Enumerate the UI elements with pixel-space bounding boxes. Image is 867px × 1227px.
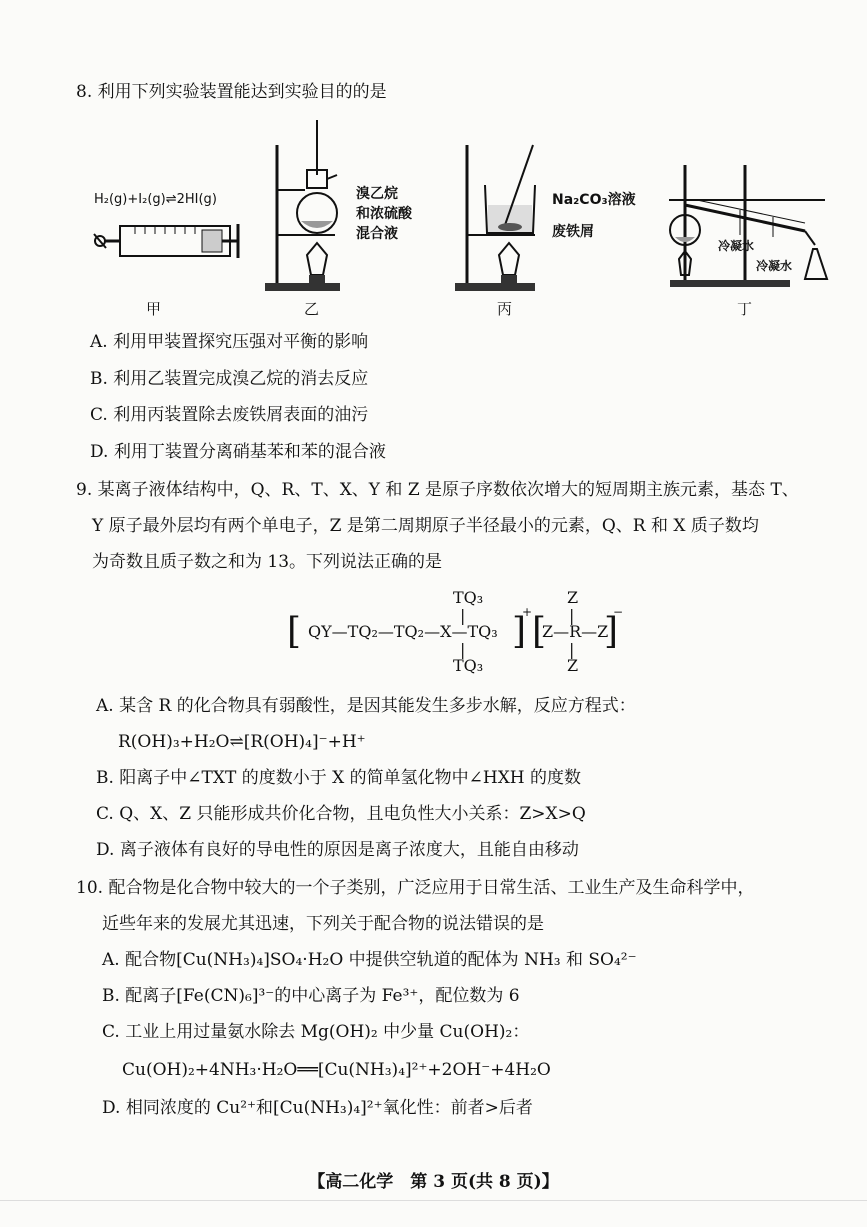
q8-yi-text2: 和浓硫酸 (356, 206, 412, 222)
q9-option-b: B. 阳离子中∠TXT 的度数小于 X 的简单氢化物中∠HXH 的度数 (96, 768, 582, 788)
q8-ding-water2: 冷凝水 (756, 259, 793, 273)
q9-option-c: C. Q、X、Z 只能形成共价化合物，且电负性大小关系：Z>X>Q (96, 804, 586, 824)
anion-top-atom: Z (567, 588, 579, 607)
footer-divider (0, 1200, 867, 1201)
q8-equation: H₂(g)+I₂(g)⇌2HI(g) (94, 192, 217, 207)
page-footer: 【高二化学 第 3 页(共 8 页)】 (308, 1172, 559, 1192)
anion-top-bond: | (569, 606, 575, 625)
cation-main-chain: QY—TQ₂—TQ₂—X—TQ₃ (308, 622, 498, 641)
q8-yi-text1: 溴乙烷 (356, 186, 398, 202)
anion-charge: − (613, 605, 624, 619)
label-jia: 甲 (146, 300, 162, 318)
q8-stem: 8. 利用下列实验装置能达到实验目的的是 (76, 82, 387, 102)
q10-option-d: D. 相同浓度的 Cu²⁺和[Cu(NH₃)₄]²⁺氧化性：前者>后者 (102, 1098, 533, 1118)
q9-stem-line1: 9. 某离子液体结构中，Q、R、T、X、Y 和 Z 是原子序数依次增大的短周期主族元素，基态 T、 (76, 480, 799, 500)
q8-option-d: D. 利用丁装置分离硝基苯和苯的混合液 (90, 442, 386, 462)
label-bing: 丙 (497, 300, 513, 318)
anion-bottom-atom: Z (567, 656, 579, 675)
cation-bottom-group: TQ₃ (453, 656, 484, 675)
anion-bracket-right: ] (604, 611, 619, 652)
distillation-apparatus (655, 155, 835, 295)
q8-yi-text3: 混合液 (356, 226, 398, 242)
cation-bottom-bond: | (460, 640, 466, 659)
q9-stem-line2: Y 原子最外层均有两个单电子，Z 是第二周期原子半径最小的元素，Q、R 和 X 质子数均 (92, 516, 759, 536)
cation-top-bond: | (460, 606, 466, 625)
q10-stem-line2: 近些年来的发展尤其迅速，下列关于配合物的说法错误的是 (102, 914, 544, 934)
cation-bracket-right: ] (512, 611, 527, 652)
beaker-heating-apparatus (455, 135, 555, 295)
cation-bracket-left: [ (287, 611, 302, 652)
q10-option-c-equation: Cu(OH)₂+4NH₃·H₂O══[Cu(NH₃)₄]²⁺+2OH⁻+4H₂O (122, 1060, 551, 1080)
q8-bing-text1: Na₂CO₃溶液 (552, 192, 636, 208)
q10-option-a: A. 配合物[Cu(NH₃)₄]SO₄·H₂O 中提供空轨道的配体为 NH₃ 和 SO₄²⁻ (102, 950, 637, 970)
q8-option-a: A. 利用甲装置探究压强对平衡的影响 (90, 332, 369, 352)
q8-option-b: B. 利用乙装置完成溴乙烷的消去反应 (90, 369, 369, 389)
q8-option-c: C. 利用丙装置除去废铁屑表面的油污 (90, 405, 369, 425)
label-yi: 乙 (304, 300, 320, 318)
anion-bracket-left: [ (532, 611, 547, 652)
q8-ding-water1: 冷凝水 (718, 239, 755, 253)
anion-bottom-bond: | (569, 640, 575, 659)
q10-stem-line1: 10. 配合物是化合物中较大的一个子类别，广泛应用于日常生活、工业生产及生命科学中， (76, 878, 755, 898)
q9-option-a: A. 某含 R 的化合物具有弱酸性，是因其能发生多步水解，反应方程式： (96, 696, 636, 716)
label-ding: 丁 (737, 300, 753, 318)
cation-top-group: TQ₃ (453, 588, 484, 607)
q10-option-b: B. 配离子[Fe(CN)₆]³⁻的中心离子为 Fe³⁺，配位数为 6 (102, 986, 520, 1006)
cation-charge: + (522, 605, 533, 619)
flask-heating-apparatus (265, 115, 355, 295)
q9-stem-line3: 为奇数且质子数之和为 13。下列说法正确的是 (92, 552, 443, 572)
anion-main: Z—R—Z (542, 622, 609, 641)
syringe-apparatus (90, 212, 240, 272)
q10-option-c: C. 工业上用过量氨水除去 Mg(OH)₂ 中少量 Cu(OH)₂： (102, 1022, 530, 1042)
q9-option-a-equation: R(OH)₃+H₂O⇌[R(OH)₄]⁻+H⁺ (118, 732, 366, 752)
q9-option-d: D. 离子液体有良好的导电性的原因是离子浓度大，且能自由移动 (96, 840, 579, 860)
q8-bing-text2: 废铁屑 (552, 224, 594, 240)
